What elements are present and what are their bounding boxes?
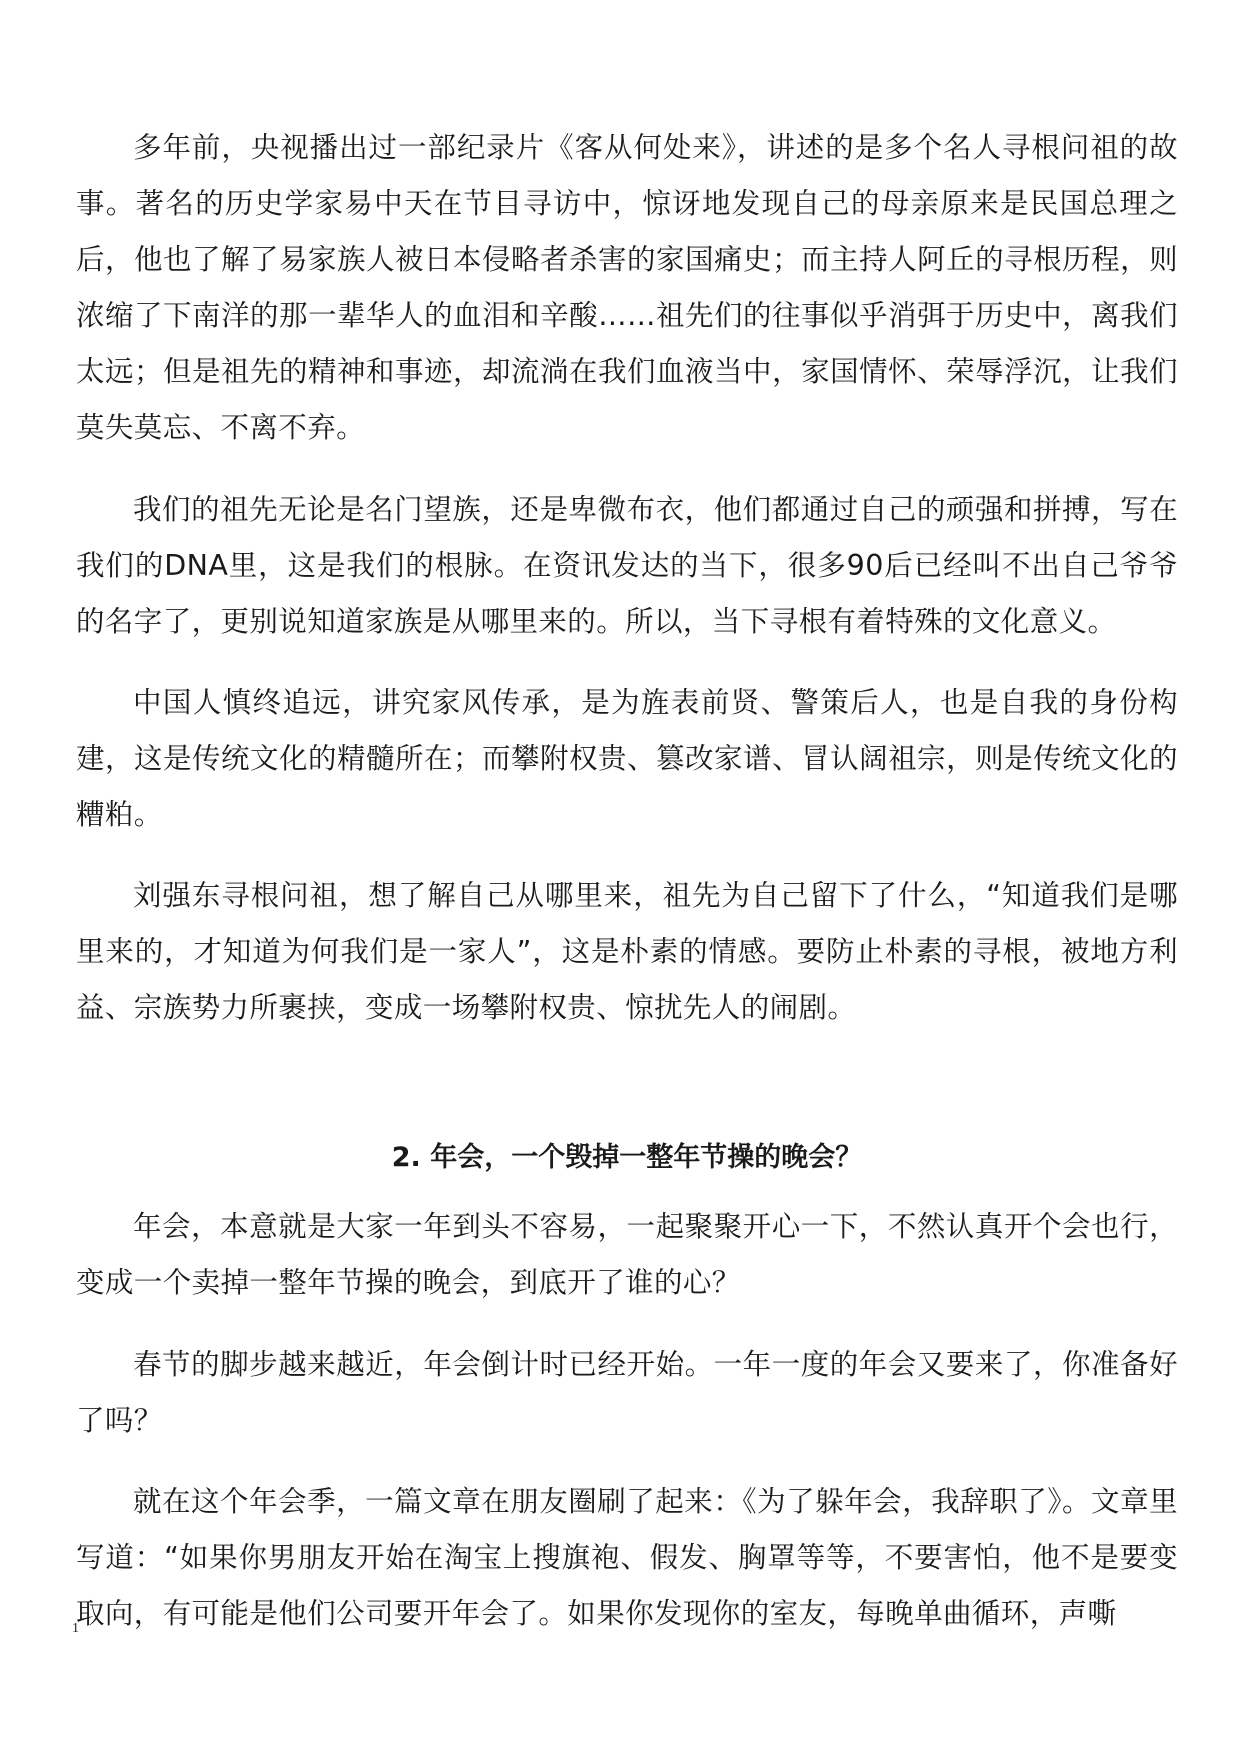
section-heading: 2. 年会，一个毁掉一整年节操的晚会？ bbox=[391, 1142, 863, 1173]
paragraph: 春节的脚步越来越近，年会倒计时已经开始。一年一度的年会又要来了，你准备好了吗？ bbox=[76, 1348, 1178, 1437]
paragraph: 多年前，央视播出过一部纪录片《客从何处来》，讲述的是多个名人寻根问祖的故事。著名的历史学家易中天在节目寻访中，惊讶地发现自己的母亲原来是民国总理之后，他也了解了易家族人被日本侵略者杀害的家国痛史；而主持人阿丘的寻根历程，则浓缩了下南洋的那一辈华人的血泪和辛酸……祖先们的往事似乎消弭于历史中，离我们太远；但是祖先的精神和事迹，却流淌在我们血液当中，家国情怀、荣辱浮沉，让我们莫失莫忘、不离不弃。 bbox=[76, 131, 1178, 444]
page-number: 1 bbox=[72, 1621, 79, 1636]
paragraph: 刘强东寻根问祖，想了解自己从哪里来，祖先为自己留下了什么，“知道我们是哪里来的，才知道为何我们是一家人”，这是朴素的情感。要防止朴素的寻根，被地方利益、宗族势力所裹挟，变成一场攀附权贵、惊扰先人的闹剧。 bbox=[76, 879, 1178, 1024]
paragraph: 中国人慎终追远，讲究家风传承，是为旌表前贤、警策后人，也是自我的身份构建，这是传统文化的精髓所在；而攀附权贵、篡改家谱、冒认阔祖宗，则是传统文化的糟粕。 bbox=[76, 686, 1178, 831]
paragraph: 就在这个年会季，一篇文章在朋友圈刷了起来：《为了躲年会，我辞职了》。文章里写道：“如果你男朋友开始在淘宝上搜旗袍、假发、胸罩等等，不要害怕，他不是要变取向，有可能是他们公司要开年会了。如果你发现你的室友，每晚单曲循环，声嘶 bbox=[76, 1485, 1178, 1630]
paragraph: 我们的祖先无论是名门望族，还是卑微布衣，他们都通过自己的顽强和拼搏，写在我们的DNA里，这是我们的根脉。在资讯发达的当下，很多90后已经叫不出自己爷爷的名字了，更别说知道家族是从哪里来的。所以，当下寻根有着特殊的文化意义。 bbox=[76, 493, 1178, 638]
paragraph: 年会，本意就是大家一年到头不容易，一起聚聚开心一下，不然认真开个会也行，变成一个卖掉一整年节操的晚会，到底开了谁的心？ bbox=[76, 1210, 1178, 1299]
